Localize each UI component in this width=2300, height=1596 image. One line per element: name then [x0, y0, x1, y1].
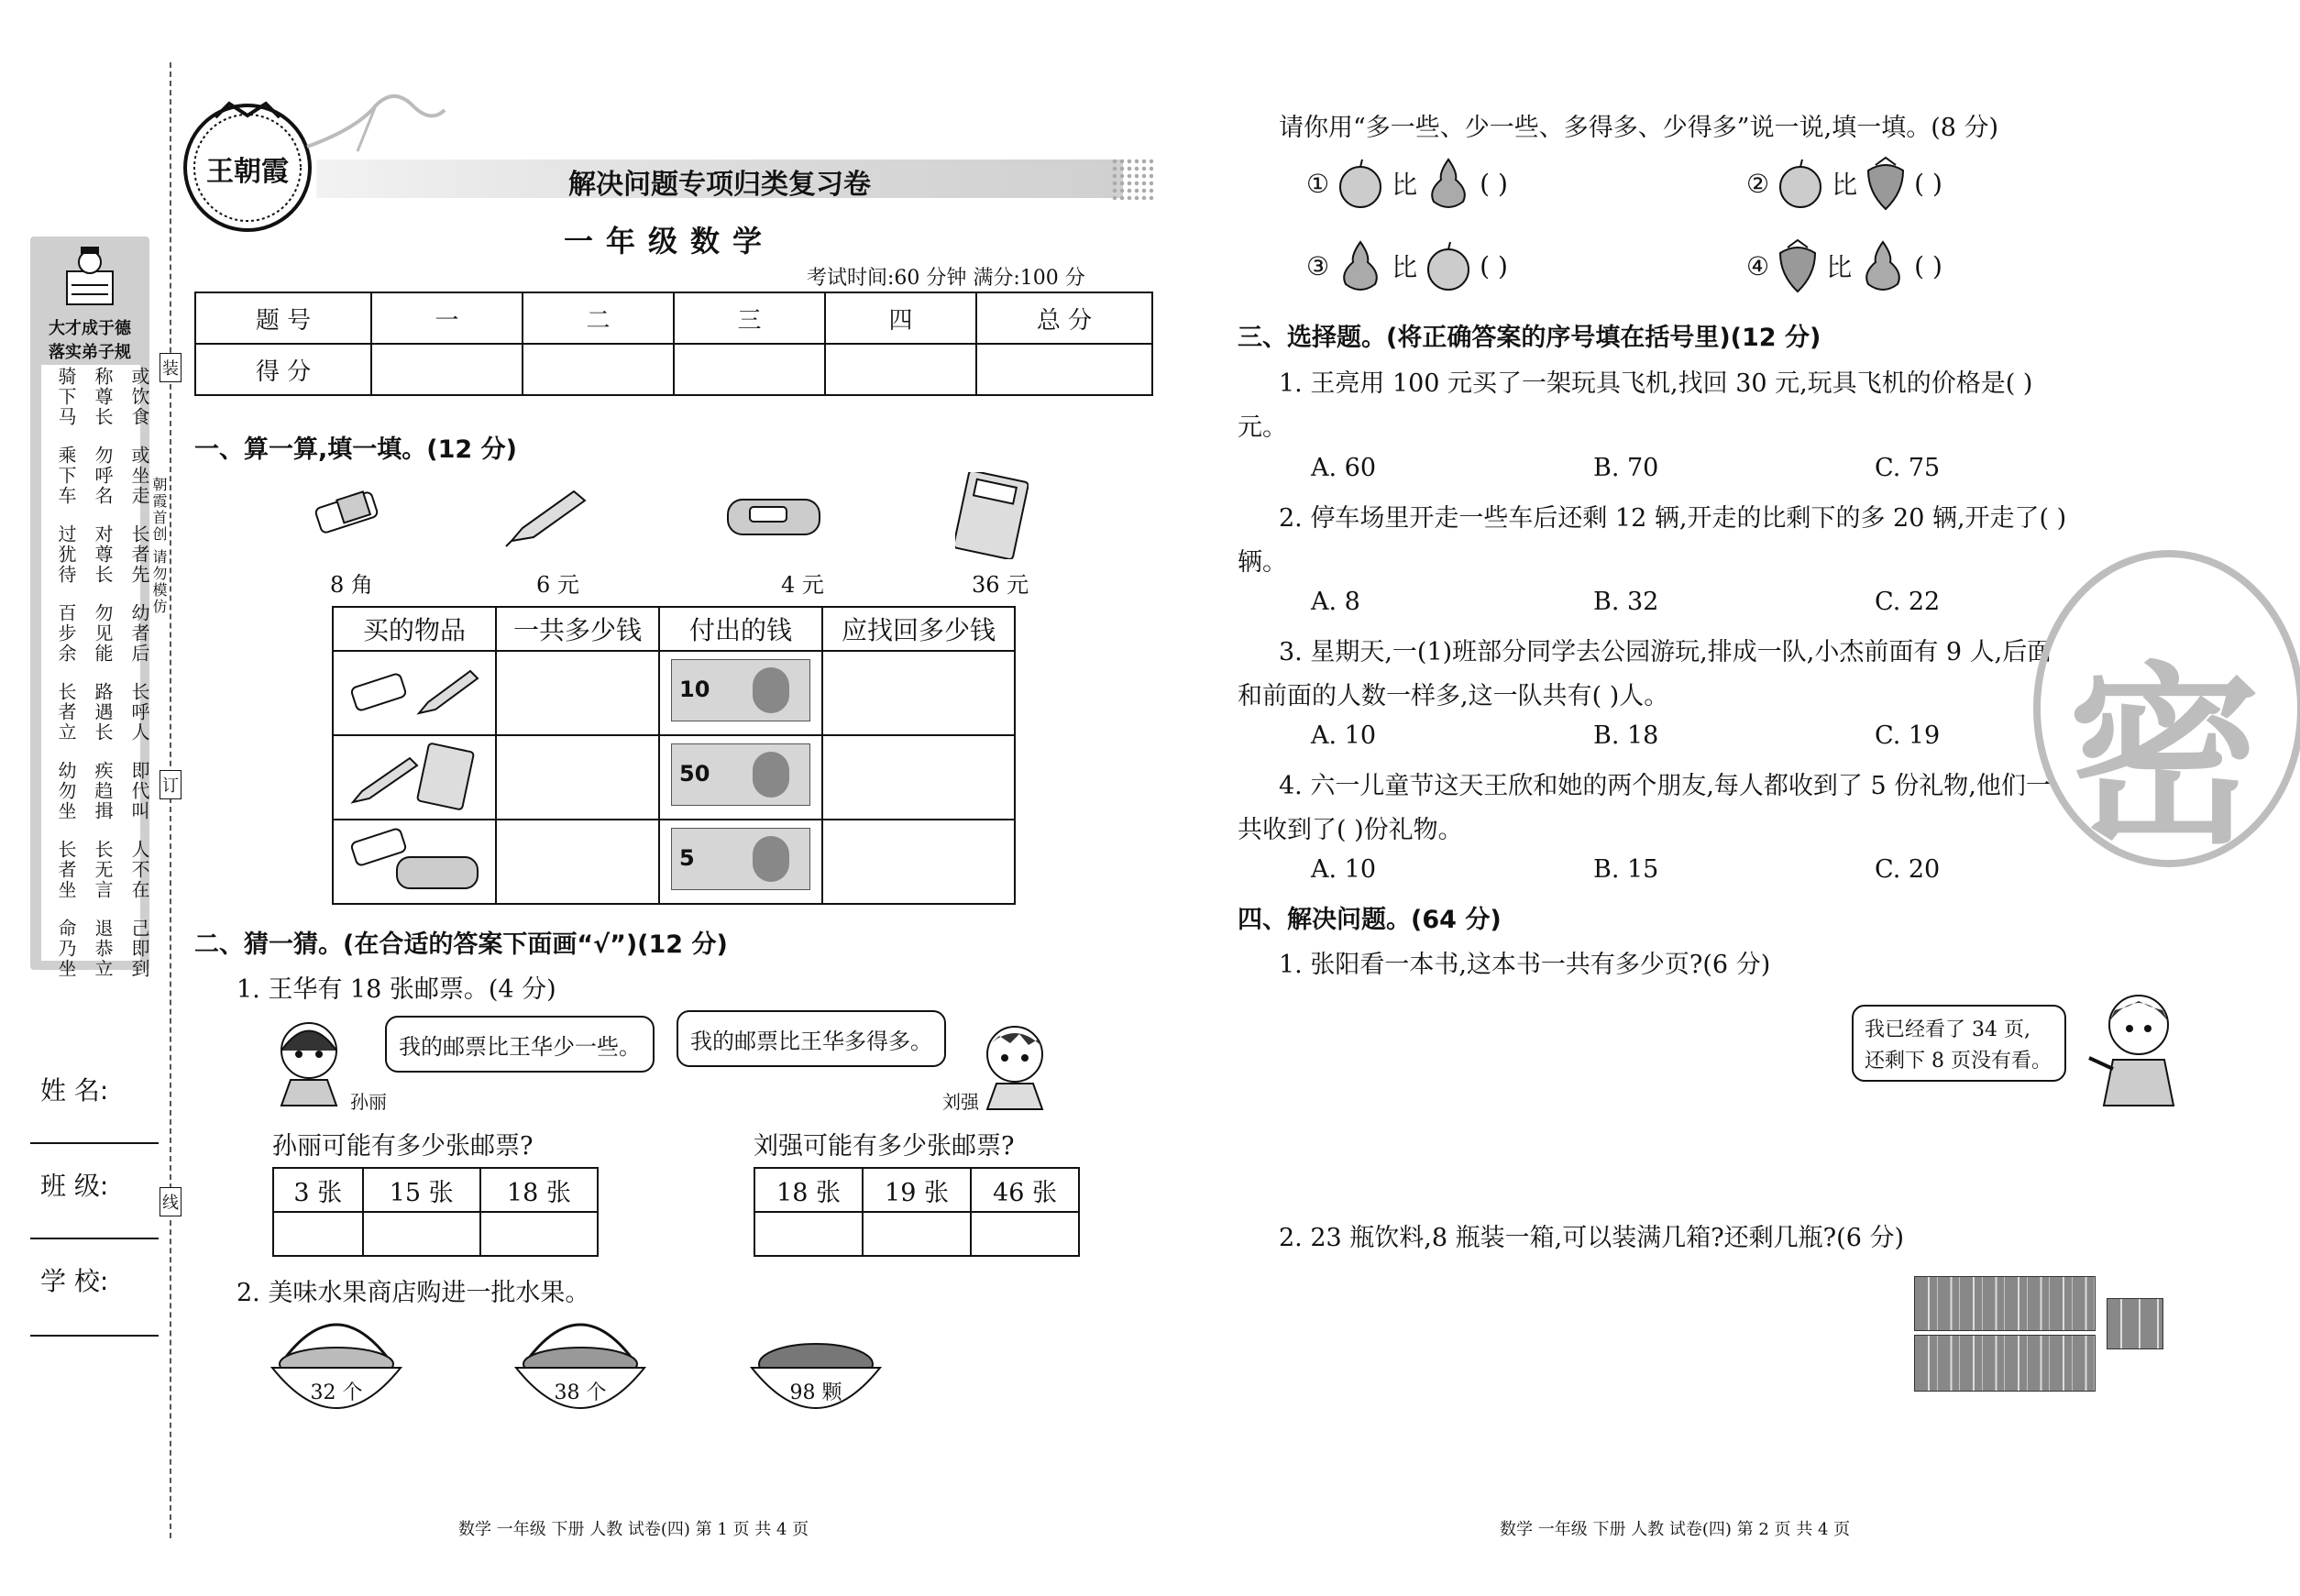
portrait-icon — [753, 836, 789, 882]
compare-word: 比 — [1832, 170, 1858, 200]
mc-option[interactable]: B. 70 — [1593, 454, 1659, 482]
table-header: 应找回多少钱 — [822, 607, 1015, 651]
question-2-1: 1. 王华有 18 张邮票。(4 分) — [237, 975, 556, 1004]
side-note: 朝霞首创 请勿模仿 — [150, 477, 168, 616]
check-cell[interactable] — [971, 1212, 1079, 1256]
shopping-table — [332, 606, 1016, 905]
paid-cell — [659, 820, 822, 904]
score-table — [194, 292, 1153, 396]
binding-mark: 装 — [160, 353, 182, 382]
compare-item-2 — [1746, 156, 2095, 211]
bottle-row-icon — [1914, 1335, 2096, 1392]
speech-bubble-reader — [1852, 1005, 2066, 1082]
basket-count: 38 个 — [554, 1381, 607, 1404]
score-cell[interactable] — [371, 344, 523, 395]
option-label: 18 张 — [754, 1168, 863, 1212]
score-cell[interactable] — [976, 344, 1152, 395]
pen-calculator-icon — [346, 738, 483, 811]
pencil-case-icon — [724, 490, 825, 541]
portrait-icon — [753, 752, 789, 798]
boy-name: 刘强 — [942, 1091, 979, 1113]
compare-word: 比 — [1826, 252, 1853, 282]
exam-info: 考试时间:60 分钟 满分:100 分 — [807, 267, 1085, 290]
name-field[interactable] — [30, 1142, 159, 1144]
motto-col: 骑下马 — [55, 367, 77, 427]
mc-option[interactable]: A. 10 — [1311, 855, 1377, 884]
motto-col: 己即到 — [128, 919, 150, 979]
motto-line2: 落实弟子规 — [49, 343, 131, 362]
motto-col: 长呼人 — [128, 682, 150, 743]
motto-col: 过犹待 — [55, 524, 77, 585]
banknote-value: 10 — [679, 676, 710, 702]
score-header: 三 — [674, 292, 825, 344]
speech-bubble-left: 我的邮票比王华少一些。 — [385, 1016, 655, 1073]
apple-icon — [1335, 158, 1386, 209]
items-cell — [333, 820, 496, 904]
score-header: 总 分 — [976, 292, 1152, 344]
mc-option[interactable]: C. 75 — [1875, 454, 1941, 482]
calculator-icon — [955, 472, 1029, 559]
score-cell[interactable] — [674, 344, 825, 395]
item-number: ② — [1746, 168, 1770, 199]
motto-col: 长者坐 — [55, 840, 77, 900]
ask-left: 孙丽可能有多少张邮票? — [272, 1132, 534, 1161]
item-number: ③ — [1306, 250, 1330, 281]
check-cell[interactable] — [480, 1212, 598, 1256]
strawberry-basket-icon — [747, 1311, 885, 1414]
total-cell[interactable] — [496, 735, 659, 820]
option-label: 15 张 — [363, 1168, 480, 1212]
motto-col: 长无言 — [92, 840, 114, 900]
motto-col: 乘下车 — [55, 446, 77, 506]
mc-question-line: 4. 六一儿童节这天王欣和她的两个朋友,每人都收到了 5 份礼物,他们一 — [1279, 772, 2051, 800]
mc-question-line: 和前面的人数一样多,这一队共有( )人。 — [1238, 682, 1669, 710]
table-row — [333, 735, 1015, 820]
name-label: 姓 名: — [40, 1075, 109, 1106]
motto-line1: 大才成于德 — [49, 319, 131, 338]
girl-icon — [268, 1016, 350, 1107]
bottles-illustration — [1914, 1276, 2171, 1393]
school-label: 学 校: — [40, 1266, 109, 1296]
option-label: 19 张 — [863, 1168, 971, 1212]
motto-col: 即代叫 — [128, 761, 150, 821]
price-label: 6 元 — [536, 572, 579, 598]
compare-item-1 — [1306, 156, 1655, 211]
motto-col: 退恭立 — [92, 919, 114, 979]
mc-question-line: 1. 王亮用 100 元买了一架玩具飞机,找回 30 元,玩具飞机的价格是( ) — [1279, 369, 2033, 398]
compare-word: 比 — [1392, 252, 1418, 282]
motto-col: 长者立 — [55, 682, 77, 743]
girl-name: 孙丽 — [350, 1091, 387, 1113]
items-cell — [333, 735, 496, 820]
score-header: 四 — [825, 292, 976, 344]
banknote-icon — [671, 659, 810, 721]
option-label: 46 张 — [971, 1168, 1079, 1212]
motto-col: 勿见能 — [92, 603, 114, 664]
question-4-1: 1. 张阳看一本书,这本书一共有多少页?(6 分) — [1279, 951, 1771, 979]
mc-option[interactable]: A. 60 — [1311, 454, 1377, 482]
check-cell[interactable] — [273, 1212, 363, 1256]
boy-icon — [974, 1019, 1056, 1111]
motto-col: 疾趋揖 — [92, 761, 114, 821]
mc-question-line: 辆。 — [1238, 548, 1287, 577]
motto-col: 或饮食 — [128, 367, 150, 427]
mc-option[interactable]: B. 32 — [1593, 588, 1659, 616]
paid-cell — [659, 651, 822, 735]
section1-title: 一、算一算,填一填。(12 分) — [194, 435, 517, 464]
price-label: 4 元 — [781, 572, 824, 598]
class-label: 班 级: — [40, 1171, 109, 1201]
motto-col: 人不在 — [128, 840, 150, 900]
answer-blank[interactable]: ( ) — [1914, 168, 1942, 199]
mc-question-line: 2. 停车场里开走一些车后还剩 12 辆,开走的比剩下的多 20 辆,开走了( ) — [1279, 504, 2067, 533]
strawberry-icon — [1775, 238, 1821, 293]
score-header: 题 号 — [195, 292, 371, 344]
price-label: 8 角 — [330, 572, 373, 598]
ribbon-decoration — [303, 92, 449, 156]
pear-icon — [1857, 238, 1909, 293]
option-label: 18 张 — [480, 1168, 598, 1212]
strawberry-icon — [1863, 156, 1909, 211]
basket-count: 98 颗 — [789, 1381, 842, 1404]
footer-right: 数学 一年级 下册 人教 试卷(四) 第 2 页 共 4 页 — [1500, 1520, 1851, 1539]
score-cell[interactable] — [825, 344, 976, 395]
mc-option[interactable]: A. 8 — [1311, 588, 1360, 616]
question-4-2: 2. 23 瓶饮料,8 瓶装一箱,可以装满几箱?还剩几瓶?(6 分) — [1279, 1224, 1904, 1252]
motto-col: 幼者后 — [128, 603, 150, 664]
price-label: 36 元 — [972, 572, 1029, 598]
change-cell[interactable] — [822, 735, 1015, 820]
pear-icon — [1335, 238, 1386, 293]
answer-blank[interactable]: ( ) — [1914, 250, 1942, 281]
motto-col: 幼勿坐 — [55, 761, 77, 821]
motto-col: 长者先 — [128, 524, 150, 585]
logo-text: 王朝霞 — [206, 156, 289, 188]
change-cell[interactable] — [822, 820, 1015, 904]
binding-mark: 订 — [160, 770, 182, 799]
answer-blank[interactable]: ( ) — [1480, 250, 1508, 281]
apple-icon — [1423, 240, 1474, 292]
eraser-pen-icon — [346, 658, 483, 722]
motto-text — [53, 367, 152, 992]
options-table-left — [272, 1167, 599, 1257]
option-label: 3 张 — [273, 1168, 363, 1212]
banknote-value: 50 — [679, 760, 710, 787]
mc-option[interactable]: C. 20 — [1875, 855, 1941, 884]
table-row — [333, 651, 1015, 735]
bottle-row-icon — [1914, 1276, 2096, 1331]
mc-option[interactable]: B. 18 — [1593, 721, 1659, 750]
table-row — [333, 820, 1015, 904]
mc-option[interactable]: C. 19 — [1875, 721, 1941, 750]
answer-blank[interactable]: ( ) — [1480, 168, 1508, 199]
check-cell[interactable] — [754, 1212, 863, 1256]
confidential-seal — [2033, 550, 2300, 867]
table-header: 买的物品 — [333, 607, 496, 651]
section4-title: 四、解决问题。(64 分) — [1238, 906, 1502, 934]
page-subtitle: 一年级数学 — [563, 224, 775, 259]
motto-col: 或坐走 — [128, 446, 150, 506]
boy-pointing-icon — [2085, 988, 2186, 1107]
compare-item-3 — [1306, 238, 1655, 293]
items-cell — [333, 651, 496, 735]
motto-col: 命乃坐 — [55, 919, 77, 979]
motto-col: 称尊长 — [92, 367, 114, 427]
mc-option[interactable]: B. 15 — [1593, 855, 1659, 884]
score-cell[interactable] — [523, 344, 674, 395]
banknote-icon — [671, 743, 810, 806]
motto-col: 对尊长 — [92, 524, 114, 585]
instruction-text: 请你用“多一些、少一些、多得多、少得多”说一说,填一填。(8 分) — [1279, 114, 1999, 142]
motto-col: 路遇长 — [92, 682, 114, 743]
score-header: 一 — [371, 292, 523, 344]
pear-basket-icon — [512, 1311, 649, 1414]
pear-icon — [1423, 156, 1474, 211]
mc-option[interactable]: A. 10 — [1311, 721, 1377, 750]
bubble-line: 还剩下 8 页没有看。 — [1865, 1050, 2052, 1073]
apple-basket-icon — [268, 1311, 405, 1414]
speech-bubble-right: 我的邮票比王华多得多。 — [677, 1010, 946, 1067]
check-cell[interactable] — [363, 1212, 480, 1256]
change-cell[interactable] — [822, 651, 1015, 735]
mc-question-line: 3. 星期天,一(1)班部分同学去公园游玩,排成一队,小杰前面有 9 人,后面 — [1279, 638, 2052, 666]
mc-option[interactable]: C. 22 — [1875, 588, 1941, 616]
item-number: ① — [1306, 168, 1330, 199]
table-header: 一共多少钱 — [496, 607, 659, 651]
pen-icon — [502, 484, 594, 548]
banknote-icon — [671, 828, 810, 890]
motto-col: 百步余 — [55, 603, 77, 664]
mc-question-line: 元。 — [1238, 413, 1287, 442]
check-cell[interactable] — [863, 1212, 971, 1256]
score-row-label: 得 分 — [195, 344, 371, 395]
score-header: 二 — [523, 292, 674, 344]
class-field[interactable] — [30, 1238, 159, 1239]
eraser-icon — [312, 490, 385, 536]
compare-item-4 — [1746, 238, 2095, 293]
options-table-right — [754, 1167, 1080, 1257]
table-header: 付出的钱 — [659, 607, 822, 651]
apple-icon — [1775, 158, 1826, 209]
basket-count: 32 个 — [310, 1381, 363, 1404]
ask-right: 刘强可能有多少张邮票? — [754, 1132, 1015, 1161]
total-cell[interactable] — [496, 651, 659, 735]
binding-line — [170, 62, 171, 1538]
total-cell[interactable] — [496, 820, 659, 904]
mc-question-line: 共收到了( )份礼物。 — [1238, 816, 1463, 844]
banknote-value: 5 — [679, 844, 695, 871]
binding-mark: 线 — [160, 1187, 182, 1216]
seal-character: 密 — [2068, 645, 2261, 867]
question-2-2: 2. 美味水果商店购进一批水果。 — [237, 1279, 590, 1307]
section3-title: 三、选择题。(将正确答案的序号填在括号里)(12 分) — [1238, 324, 1821, 352]
item-number: ④ — [1746, 250, 1770, 281]
motto-col: 勿呼名 — [92, 446, 114, 506]
bubble-line: 我已经看了 34 页, — [1865, 1018, 2030, 1041]
paid-cell — [659, 735, 822, 820]
section2-title: 二、猜一猜。(在合适的答案下面画“√”)(12 分) — [194, 930, 728, 959]
eraser-pencilcase-icon — [346, 822, 483, 896]
school-field[interactable] — [30, 1335, 159, 1337]
footer-left: 数学 一年级 下册 人教 试卷(四) 第 1 页 共 4 页 — [458, 1520, 809, 1539]
compare-word: 比 — [1392, 170, 1418, 200]
scholar-icon — [49, 244, 131, 308]
portrait-icon — [753, 667, 789, 713]
bottle-group-icon — [2107, 1298, 2163, 1349]
banner-title: 解决问题专项归类复习卷 — [568, 169, 871, 201]
